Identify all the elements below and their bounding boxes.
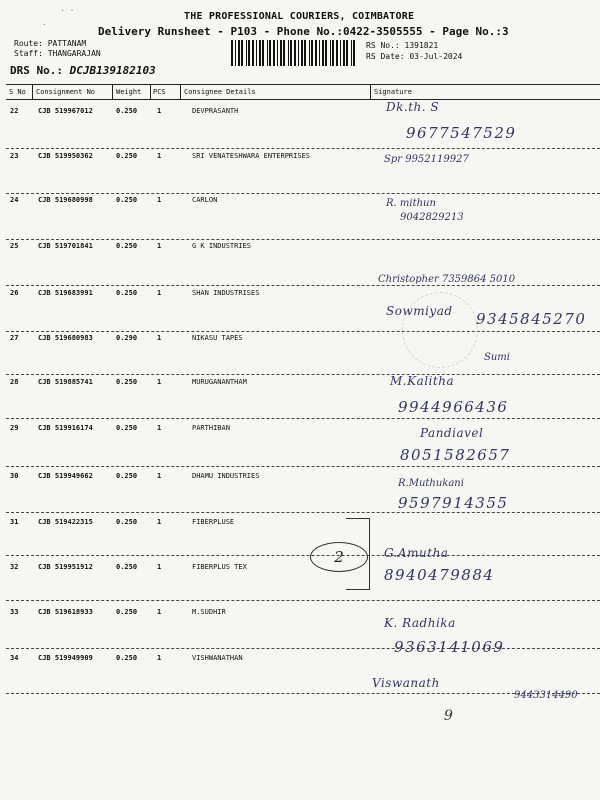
route-label: Route: PATTANAM — [14, 39, 87, 48]
header-divider — [112, 84, 113, 100]
route-staff-block — [14, 39, 101, 59]
col-consignee: Consignee Details — [184, 88, 256, 96]
header-divider — [370, 84, 371, 100]
header-divider — [180, 84, 181, 100]
row-consignee: PARTHIBAN — [192, 424, 230, 432]
signature-28: M.Kalitha — [390, 374, 455, 388]
col-sno: S No — [9, 88, 26, 96]
signature-30: R.Muthukani — [398, 478, 464, 489]
row-sno: 22 — [10, 107, 19, 115]
row-pcs: 1 — [157, 518, 162, 526]
row-separator — [6, 555, 600, 556]
rs-number: RS No.: 1391821 — [366, 41, 439, 50]
rs-date: RS Date: 03-Jul-2024 — [366, 52, 463, 61]
row-weight: 0.250 — [116, 608, 138, 616]
row-consignment: CJB 519701841 — [38, 242, 93, 250]
row-pcs: 1 — [157, 654, 162, 662]
drs-label: DRS No.: — [10, 64, 63, 77]
row-consignee: FIBERPLUS TEX — [192, 563, 247, 571]
header-divider — [150, 84, 151, 100]
row-consignment: CJB 519949909 — [38, 654, 93, 662]
barcode-image — [230, 40, 358, 66]
row-consignment: CJB 519916174 — [38, 424, 93, 432]
scan-speck: · — [42, 20, 47, 29]
signature-32: G.Amutha — [384, 546, 449, 560]
row-separator — [6, 285, 600, 286]
row-sno: 23 — [10, 152, 19, 160]
signature-34: Viswanath — [372, 676, 440, 690]
scan-speck: · · — [60, 6, 75, 15]
row-consignment: CJB 519618933 — [38, 608, 93, 616]
row-consignee: CARLON — [192, 196, 218, 204]
row-consignee: SRI VENATESHWARA ENTERPRISES — [192, 152, 311, 160]
row-consignee: DHAMU INDUSTRIES — [192, 472, 260, 480]
row-weight: 0.250 — [116, 378, 138, 386]
col-signature: Signature — [374, 88, 412, 96]
phone-30: 9597914355 — [398, 494, 509, 512]
table-row — [6, 608, 600, 649]
row-consignee: SHAN INDUSTRISES — [192, 289, 260, 297]
staff-label: Staff: THANGARAJAN — [14, 49, 101, 58]
phone-33: 9363141069 — [394, 638, 505, 656]
row-consignment: CJB 519951912 — [38, 563, 93, 571]
phone-28: 9944966436 — [398, 398, 509, 416]
row-weight: 0.250 — [116, 196, 138, 204]
row-pcs: 1 — [157, 378, 162, 386]
row-consignment: CJB 519967012 — [38, 107, 93, 115]
table-row — [6, 563, 600, 601]
phone-24: 9042829213 — [400, 212, 464, 223]
row-sno: 34 — [10, 654, 19, 662]
row-weight: 0.250 — [116, 107, 138, 115]
header-divider — [32, 84, 33, 100]
col-consignment: Consignment No — [36, 88, 96, 96]
drs-number — [10, 64, 156, 77]
row-separator — [6, 466, 600, 467]
row-sno: 29 — [10, 424, 19, 432]
table-row — [6, 196, 600, 240]
row-separator — [6, 693, 600, 694]
table-row — [6, 654, 600, 694]
row-consignee: VISHWANATHAN — [192, 654, 243, 662]
row-weight: 0.250 — [116, 152, 138, 160]
signature-25: Christopher 7359864 5010 — [378, 274, 516, 285]
signature-33: K. Radhika — [384, 616, 456, 630]
signature-23: Spr 9952119927 — [384, 154, 469, 165]
table-row — [6, 424, 600, 467]
row-pcs: 1 — [157, 424, 162, 432]
row-pcs: 1 — [157, 107, 162, 115]
row-pcs: 1 — [157, 608, 162, 616]
row-pcs: 1 — [157, 289, 162, 297]
phone-29: 8051582657 — [400, 446, 511, 464]
row-consignee: M.SUDHIR — [192, 608, 226, 616]
row-weight: 0.250 — [116, 289, 138, 297]
annotation-27: Sumi — [484, 352, 510, 363]
row-separator — [6, 512, 600, 513]
row-pcs: 1 — [157, 334, 162, 342]
phone-32: 8940479884 — [384, 566, 495, 584]
phone-26: 9345845270 — [476, 310, 587, 328]
row-consignment: CJB 519950362 — [38, 152, 93, 160]
row-consignee: G K INDUSTRIES — [192, 242, 252, 250]
signature-24: R. mithun — [386, 198, 436, 209]
table-row — [6, 378, 600, 419]
row-consignee: FIBERPLUSE — [192, 518, 235, 526]
row-sno: 27 — [10, 334, 19, 342]
drs-value: DCJB139182103 — [69, 64, 156, 77]
table-row — [6, 334, 600, 375]
row-weight: 0.250 — [116, 472, 138, 480]
row-separator — [6, 148, 600, 149]
page-mark: 9 — [444, 708, 453, 724]
row-weight: 0.250 — [116, 563, 138, 571]
row-consignment: CJB 519680983 — [38, 334, 93, 342]
row-sno: 30 — [10, 472, 19, 480]
rs-info — [366, 40, 462, 62]
row-separator — [6, 331, 600, 332]
table-row — [6, 472, 600, 513]
col-weight: Weight — [116, 88, 142, 96]
row-consignee: MURUGANANTHAM — [192, 378, 247, 386]
row-consignee: DEVPRASANTH — [192, 107, 239, 115]
phone-34: 9443314490 — [514, 690, 578, 701]
row-consignment: CJB 519680998 — [38, 196, 93, 204]
row-consignment: CJB 519422315 — [38, 518, 93, 526]
row-pcs: 1 — [157, 242, 162, 250]
row-sno: 33 — [10, 608, 19, 616]
signature-22: Dk.th. S — [386, 100, 440, 114]
row-pcs: 1 — [157, 152, 162, 160]
phone-22: 9677547529 — [406, 124, 517, 142]
row-pcs: 1 — [157, 563, 162, 571]
company-title: THE PROFESSIONAL COURIERS, COIMBATORE — [184, 11, 415, 22]
row-consignee: NIKASU TAPES — [192, 334, 243, 342]
row-sno: 28 — [10, 378, 19, 386]
row-separator — [6, 193, 600, 194]
row-separator — [6, 418, 600, 419]
row-sno: 32 — [10, 563, 19, 571]
row-separator — [6, 648, 600, 649]
row-weight: 0.250 — [116, 654, 138, 662]
row-separator — [6, 600, 600, 601]
row-weight: 0.250 — [116, 518, 138, 526]
row-sno: 24 — [10, 196, 19, 204]
row-consignment: CJB 519683991 — [38, 289, 93, 297]
row-consignment: CJB 519885741 — [38, 378, 93, 386]
row-consignment: CJB 519949662 — [38, 472, 93, 480]
table-row — [6, 518, 600, 556]
row-sno: 26 — [10, 289, 19, 297]
circled-count: 2 — [310, 542, 368, 572]
row-separator — [6, 239, 600, 240]
row-weight: 0.250 — [116, 424, 138, 432]
row-pcs: 1 — [157, 472, 162, 480]
signature-29: Pandiavel — [420, 426, 484, 440]
signature-26: Sowmiyad — [386, 304, 453, 318]
col-pcs: PCS — [153, 88, 166, 96]
table-row — [6, 152, 600, 194]
row-weight: 0.250 — [116, 242, 138, 250]
runsheet-subtitle: Delivery Runsheet - P103 - Phone No.:0422-3505555 - Page No.:3 — [98, 25, 509, 38]
row-pcs: 1 — [157, 196, 162, 204]
row-separator — [6, 374, 600, 375]
row-sno: 25 — [10, 242, 19, 250]
row-sno: 31 — [10, 518, 19, 526]
row-weight: 0.290 — [116, 334, 138, 342]
table-header — [6, 84, 600, 100]
